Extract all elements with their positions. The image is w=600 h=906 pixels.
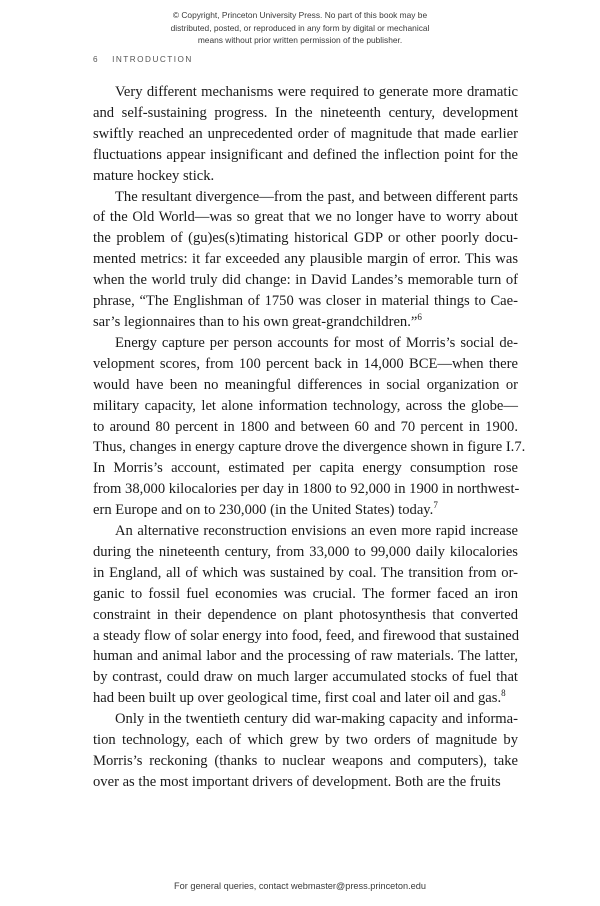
text-line: phrase, “The Englishman of 1750 was closer in material things to Cae-: [93, 293, 518, 310]
text-line: by contrast, could draw on much larger accumulated stocks of fuel that: [93, 669, 518, 686]
text-line: military capacity, let alone information technology, across the globe—: [93, 397, 518, 414]
text-line: In Morris’s account, estimated per capita energy consumption rose: [93, 460, 518, 477]
footnote-marker: 8: [501, 688, 506, 699]
text-line: swiftly reached an unprecedented order of magnitude that made earlier: [93, 125, 518, 142]
running-head: [93, 55, 193, 64]
page-number: 6: [93, 55, 99, 64]
text-line: had been built up over geological time, first coal and later oil and gas.$^8$: [93, 688, 506, 707]
footer-text: For general queries, contact webmaster@press.princeton.edu: [174, 881, 426, 891]
text-line: velopment scores, from 100 percent back in 14,000 BCE—when there: [93, 355, 518, 372]
text-line: in England, all of which was sustained by coal. The transition from or-: [93, 564, 518, 581]
text-line: Only in the twentieth century did war-making capacity and informa-: [115, 711, 518, 728]
copyright-line-1: © Copyright, Princeton University Press. No part of this book may be: [172, 10, 428, 20]
body-text-column: [93, 82, 526, 793]
paragraph-4: [93, 521, 518, 709]
footnote-marker: 7: [433, 500, 438, 511]
text-line: from 38,000 kilocalories per day in 1800 to 92,000 in 1900 in northwest-: [93, 481, 520, 498]
paragraph-1: [93, 82, 518, 187]
paragraph-2: [93, 187, 518, 333]
paragraph-5: [93, 709, 518, 793]
text-line: fluctuations appear insignificant and defined the inflection point for the: [93, 146, 518, 163]
text-line: to around 80 percent in 1800 and between 60 and 70 percent in 1900.: [93, 418, 518, 435]
text-line: Very different mechanisms were required to generate more dramatic: [115, 84, 518, 100]
text-line: human and animal labor and the processing of raw materials. The latter,: [93, 648, 518, 665]
copyright-line-3: means without prior written permission of the publisher.: [197, 35, 403, 46]
footnote-marker: 6: [417, 312, 422, 323]
text-line: mature hockey stick.: [93, 167, 215, 184]
copyright-notice: [112, 9, 488, 47]
text-line: when the world truly did change: in David Landes’s memorable turn of: [93, 272, 518, 289]
text-line: Energy capture per person accounts for most of Morris’s social de-: [115, 334, 518, 351]
text-line: ern Europe and on to 230,000 (in the United States) today.$^7$: [93, 500, 438, 519]
text-line: and self-sustaining progress. In the nineteenth century, development: [93, 104, 518, 121]
text-line: Thus, changes in energy capture drove the divergence shown in figure I.7.: [93, 439, 526, 456]
text-line: ganic to fossil fuel economies was crucial. The former faced an iron: [93, 585, 518, 602]
paragraph-3: [93, 333, 526, 521]
text-line: An alternative reconstruction envisions an even more rapid increase: [115, 523, 518, 540]
text-line: tion technology, each of which grew by two orders of magnitude by: [93, 732, 518, 749]
text-line: during the nineteenth century, from 33,000 to 99,000 daily kilocalories: [93, 543, 518, 560]
text-line: over as the most important drivers of development. Both are the fruits: [93, 773, 501, 790]
copyright-line-2: distributed, posted, or reproduced in any form by digital or mechanical: [170, 22, 430, 33]
text-line: of the Old World—was so great that we no longer have to worry about: [93, 209, 518, 226]
text-line: a steady flow of solar energy into food, feed, and firewood that sustained: [93, 627, 520, 644]
text-line: sar’s legionnaires than to his own great-grandchildren.”$^6$: [93, 312, 422, 330]
text-line: mented metrics: it far exceeded any plausible margin of error. This was: [93, 251, 518, 268]
text-line: constraint in their dependence on plant photosynthesis that converted: [93, 606, 518, 623]
text-line: would have been no meaningful differences in social organization or: [93, 376, 518, 393]
text-line: the problem of (gu)es(s)timating historical GDP or other poorly docu-: [93, 230, 518, 247]
text-line: The resultant divergence—from the past, and between different parts: [115, 188, 518, 205]
page-footer: [0, 881, 600, 891]
text-line: Morris’s reckoning (thanks to nuclear weapons and computers), take: [93, 753, 518, 769]
chapter-title: INTRODUCTION: [112, 55, 193, 64]
